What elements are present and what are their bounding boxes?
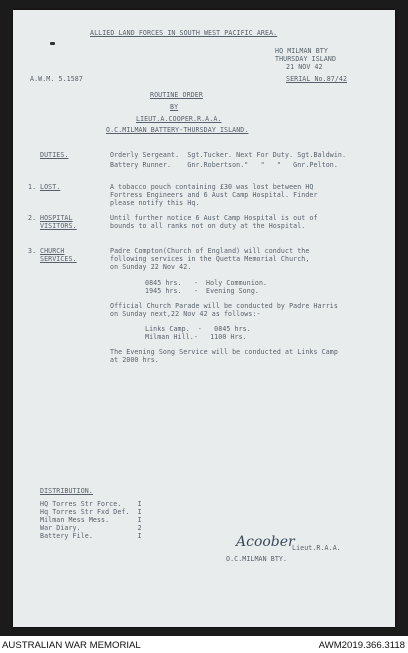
duties-heading: DUTIES. — [40, 151, 69, 159]
order-title: ROUTINE ORDER — [150, 91, 203, 99]
order-command: O.C.MILMAN BATTERY-THURSDAY ISLAND. — [106, 126, 249, 134]
serial-number: SERIAL No.87/42 — [286, 75, 348, 83]
document-heading: ALLIED LAND FORCES IN SOUTH WEST PACIFIC AREA. — [90, 29, 278, 37]
distribution-row: Battery File. I — [40, 532, 142, 540]
section-heading: LOST. — [40, 183, 61, 191]
distribution-heading: DISTRIBUTION. — [40, 487, 93, 495]
section-text: A tobacco pouch containing £30 was lost between HQ — [110, 183, 314, 191]
distribution-row: War Diary. 2 — [40, 524, 142, 532]
evening-text: The Evening Song Service will be conducted at Links Camp — [110, 348, 338, 356]
order-officer: LIEUT.A.COOPER.R.A.A. — [136, 115, 222, 123]
section-text: Fortress Engineers and 6 Aust Camp Hospital. Finder — [110, 191, 318, 199]
archive-footer — [0, 636, 408, 653]
unit-name: HQ MILMAN BTY — [275, 47, 328, 55]
section-text: following services in the Quetta Memorial Church, — [110, 255, 310, 263]
distribution-row: Hq Torres Str Fxd Def. I — [40, 508, 142, 516]
section-text: Until further notice 6 Aust Camp Hospital is out of — [110, 214, 318, 222]
section-text: on Sunday 22 Nov 42. — [110, 263, 192, 271]
section-number: 2. — [28, 214, 37, 222]
footer-institution: AUSTRALIAN WAR MEMORIAL — [2, 640, 141, 651]
distribution-row: HQ Torres Str Force. I — [40, 500, 142, 508]
archive-reference: A.W.M. 5.1587 — [30, 75, 83, 83]
section-text: bounds to all ranks not on duty at the Hospital. — [110, 222, 306, 230]
signatory-rank: Lieut.R.A.A. — [292, 544, 341, 552]
parade-text: Official Church Parade will be conducted by Padre Harris — [110, 302, 338, 310]
handwritten-signature: Acoober — [236, 534, 295, 550]
section-number: 1. — [28, 183, 37, 191]
service-time: 0845 hrs. - Holy Communion. — [145, 279, 268, 287]
parade-text: on Sunday next,22 Nov 42 as follows:- — [110, 310, 261, 318]
section-heading: SERVICES. — [40, 255, 77, 263]
section-text: Padre Compton(Church of England) will conduct the — [110, 247, 310, 255]
section-number: 3. — [28, 247, 37, 255]
distribution-row: Milman Mess Mess. I — [40, 516, 142, 524]
order-date: 21 NOV 42 — [286, 63, 323, 71]
camp-time: Milman Hill.- 1100 Hrs. — [145, 333, 247, 341]
duties-line: Orderly Sergeant. Sgt.Tucker. Next For Duty. Sgt.Baldwin. — [110, 151, 347, 159]
duties-line: Battery Runner. Gnr.Robertson." " " Gnr.Pelton. — [110, 161, 338, 169]
footer-accession-number: AWM2019.366.3118 — [318, 640, 405, 651]
section-heading: VISITORS. — [40, 222, 77, 230]
service-time: 1945 hrs. - Evening Song. — [145, 287, 259, 295]
section-text: please notify this Hq. — [110, 199, 200, 207]
signatory-title: O.C.MILMAN BTY. — [226, 555, 288, 563]
order-by: BY — [170, 103, 179, 111]
punch-hole — [50, 42, 55, 45]
camp-time: Links Camp. - 0845 hrs. — [145, 325, 251, 333]
evening-text: at 2000 hrs. — [110, 356, 159, 364]
section-heading: CHURCH — [40, 247, 65, 255]
section-heading: HOSPITAL — [40, 214, 73, 222]
location: THURSDAY ISLAND — [275, 55, 337, 63]
